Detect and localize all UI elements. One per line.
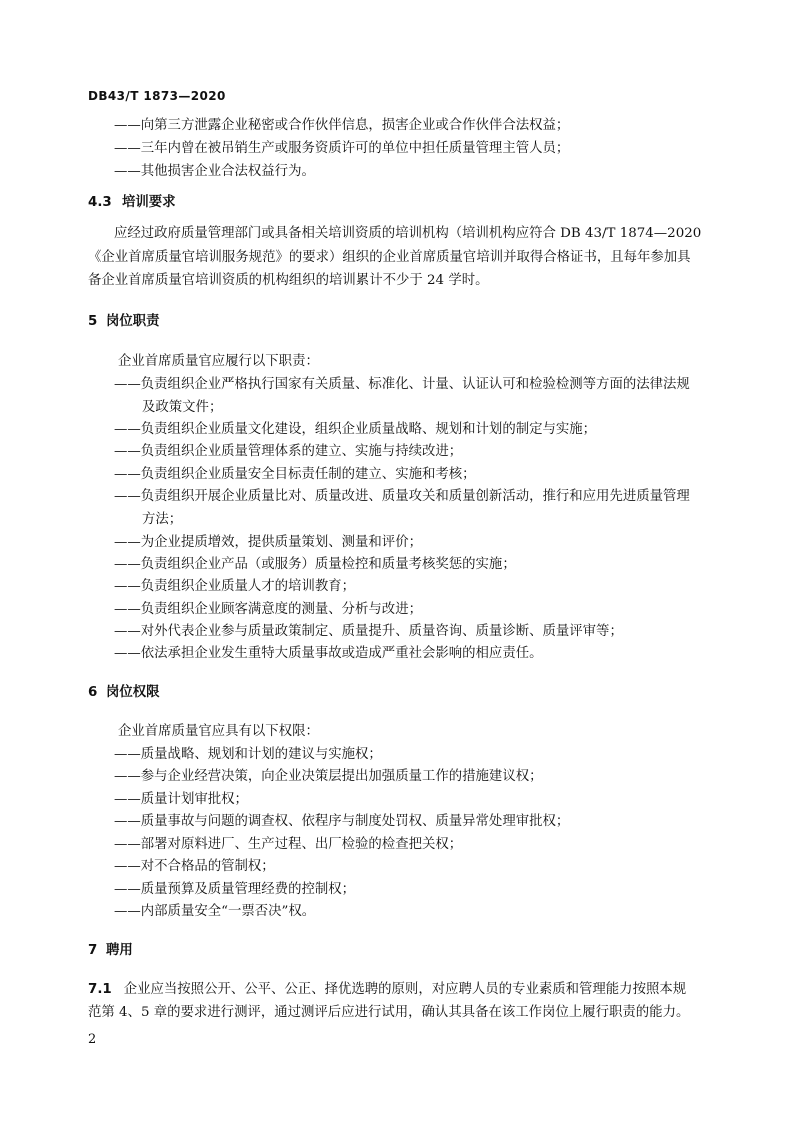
paragraph-line: 应经过政府质量管理部门或具备相关培训资质的培训机构（培训机构应符合 DB 43/T 1874—2020 (114, 226, 702, 241)
section-heading-6 (88, 685, 160, 701)
list-item: ——对外代表企业参与质量政策制定、质量提升、质量咨询、质量诊断、质量评审等； (114, 624, 623, 639)
paragraph-text: 企业应当按照公开、公平、公正、择优选聘的原则，对应聘人员的专业素质和管理能力按照本规 (123, 982, 687, 997)
section-number: 6 (88, 685, 98, 700)
standard-code: DB43/T 1873—2020 (88, 89, 226, 103)
section-title: 培训要求 (122, 195, 176, 210)
list-item: ——向第三方泄露企业秘密或合作伙伴信息，损害企业或合作伙伴合法权益； (114, 118, 570, 133)
section-number: 5 (88, 314, 98, 329)
section-title: 聘用 (106, 943, 133, 958)
list-item: ——对不合格品的管制权； (114, 859, 275, 874)
list-item: ——依法承担企业发生重特大质量事故或造成严重社会影响的相应责任。 (114, 646, 543, 661)
page-number: 2 (88, 1032, 97, 1047)
list-item: ——三年内曾在被吊销生产或服务资质许可的单位中担任质量管理主管人员； (114, 141, 570, 156)
subsection-number: 7.1 (88, 982, 112, 997)
list-item-continuation: 方法； (142, 512, 183, 527)
list-item: ——参与企业经营决策，向企业决策层提出加强质量工作的措施建议权； (114, 769, 543, 784)
list-item: ——质量战略、规划和计划的建议与实施权； (114, 747, 382, 762)
list-item: ——为企业提质增效，提供质量策划、测量和评价； (114, 535, 422, 550)
list-item: ——负责组织企业顾客满意度的测量、分析与改进； (114, 602, 422, 617)
paragraph-line (88, 982, 686, 998)
section-heading-4-3 (88, 195, 176, 211)
paragraph-line: 范第 4、5 章的要求进行测评，通过测评后应进行试用，确认其具备在该工作岗位上履行职责的能力。 (88, 1005, 690, 1020)
list-item: ——质量预算及质量管理经费的控制权； (114, 882, 356, 897)
list-item: ——内部质量安全“一票否决”权。 (114, 904, 316, 919)
list-item: ——负责组织企业质量安全目标责任制的建立、实施和考核； (114, 467, 476, 482)
section-heading-5 (88, 314, 160, 330)
list-item: ——负责组织企业产品（或服务）质量检控和质量考核奖惩的实施； (114, 557, 516, 572)
paragraph-line: 《企业首席质量官培训服务规范》的要求）组织的企业首席质量官培训并取得合格证书，且每年参加具 (88, 250, 691, 265)
section-title: 岗位职责 (106, 314, 160, 329)
section-intro: 企业首席质量官应履行以下职责： (118, 354, 319, 369)
list-item: ——质量事故与问题的调查权、依程序与制度处罚权、质量异常处理审批权； (114, 814, 570, 829)
list-item: ——负责组织开展企业质量比对、质量改进、质量攻关和质量创新活动，推行和应用先进质量管理 (114, 489, 690, 504)
list-item: ——负责组织企业质量文化建设，组织企业质量战略、规划和计划的制定与实施； (114, 422, 597, 437)
list-item: ——负责组织企业质量人才的培训教育； (114, 579, 356, 594)
section-number: 4.3 (88, 195, 112, 210)
list-item: ——负责组织企业质量管理体系的建立、实施与持续改进； (114, 444, 463, 459)
section-heading-7 (88, 943, 133, 959)
list-item: ——部署对原料进厂、生产过程、出厂检验的检查把关权； (114, 837, 463, 852)
list-item-continuation: 及政策文件； (142, 400, 223, 415)
paragraph-line: 备企业首席质量官培训资质的机构组织的培训累计不少于 24 学时。 (88, 273, 489, 288)
section-number: 7 (88, 943, 98, 958)
section-title: 岗位权限 (106, 685, 160, 700)
section-intro: 企业首席质量官应具有以下权限： (118, 724, 319, 739)
list-item: ——负责组织企业严格执行国家有关质量、标准化、计量、认证认可和检验检测等方面的法律法规 (114, 377, 690, 392)
list-item: ——质量计划审批权； (114, 792, 248, 807)
list-item: ——其他损害企业合法权益行为。 (114, 164, 315, 179)
